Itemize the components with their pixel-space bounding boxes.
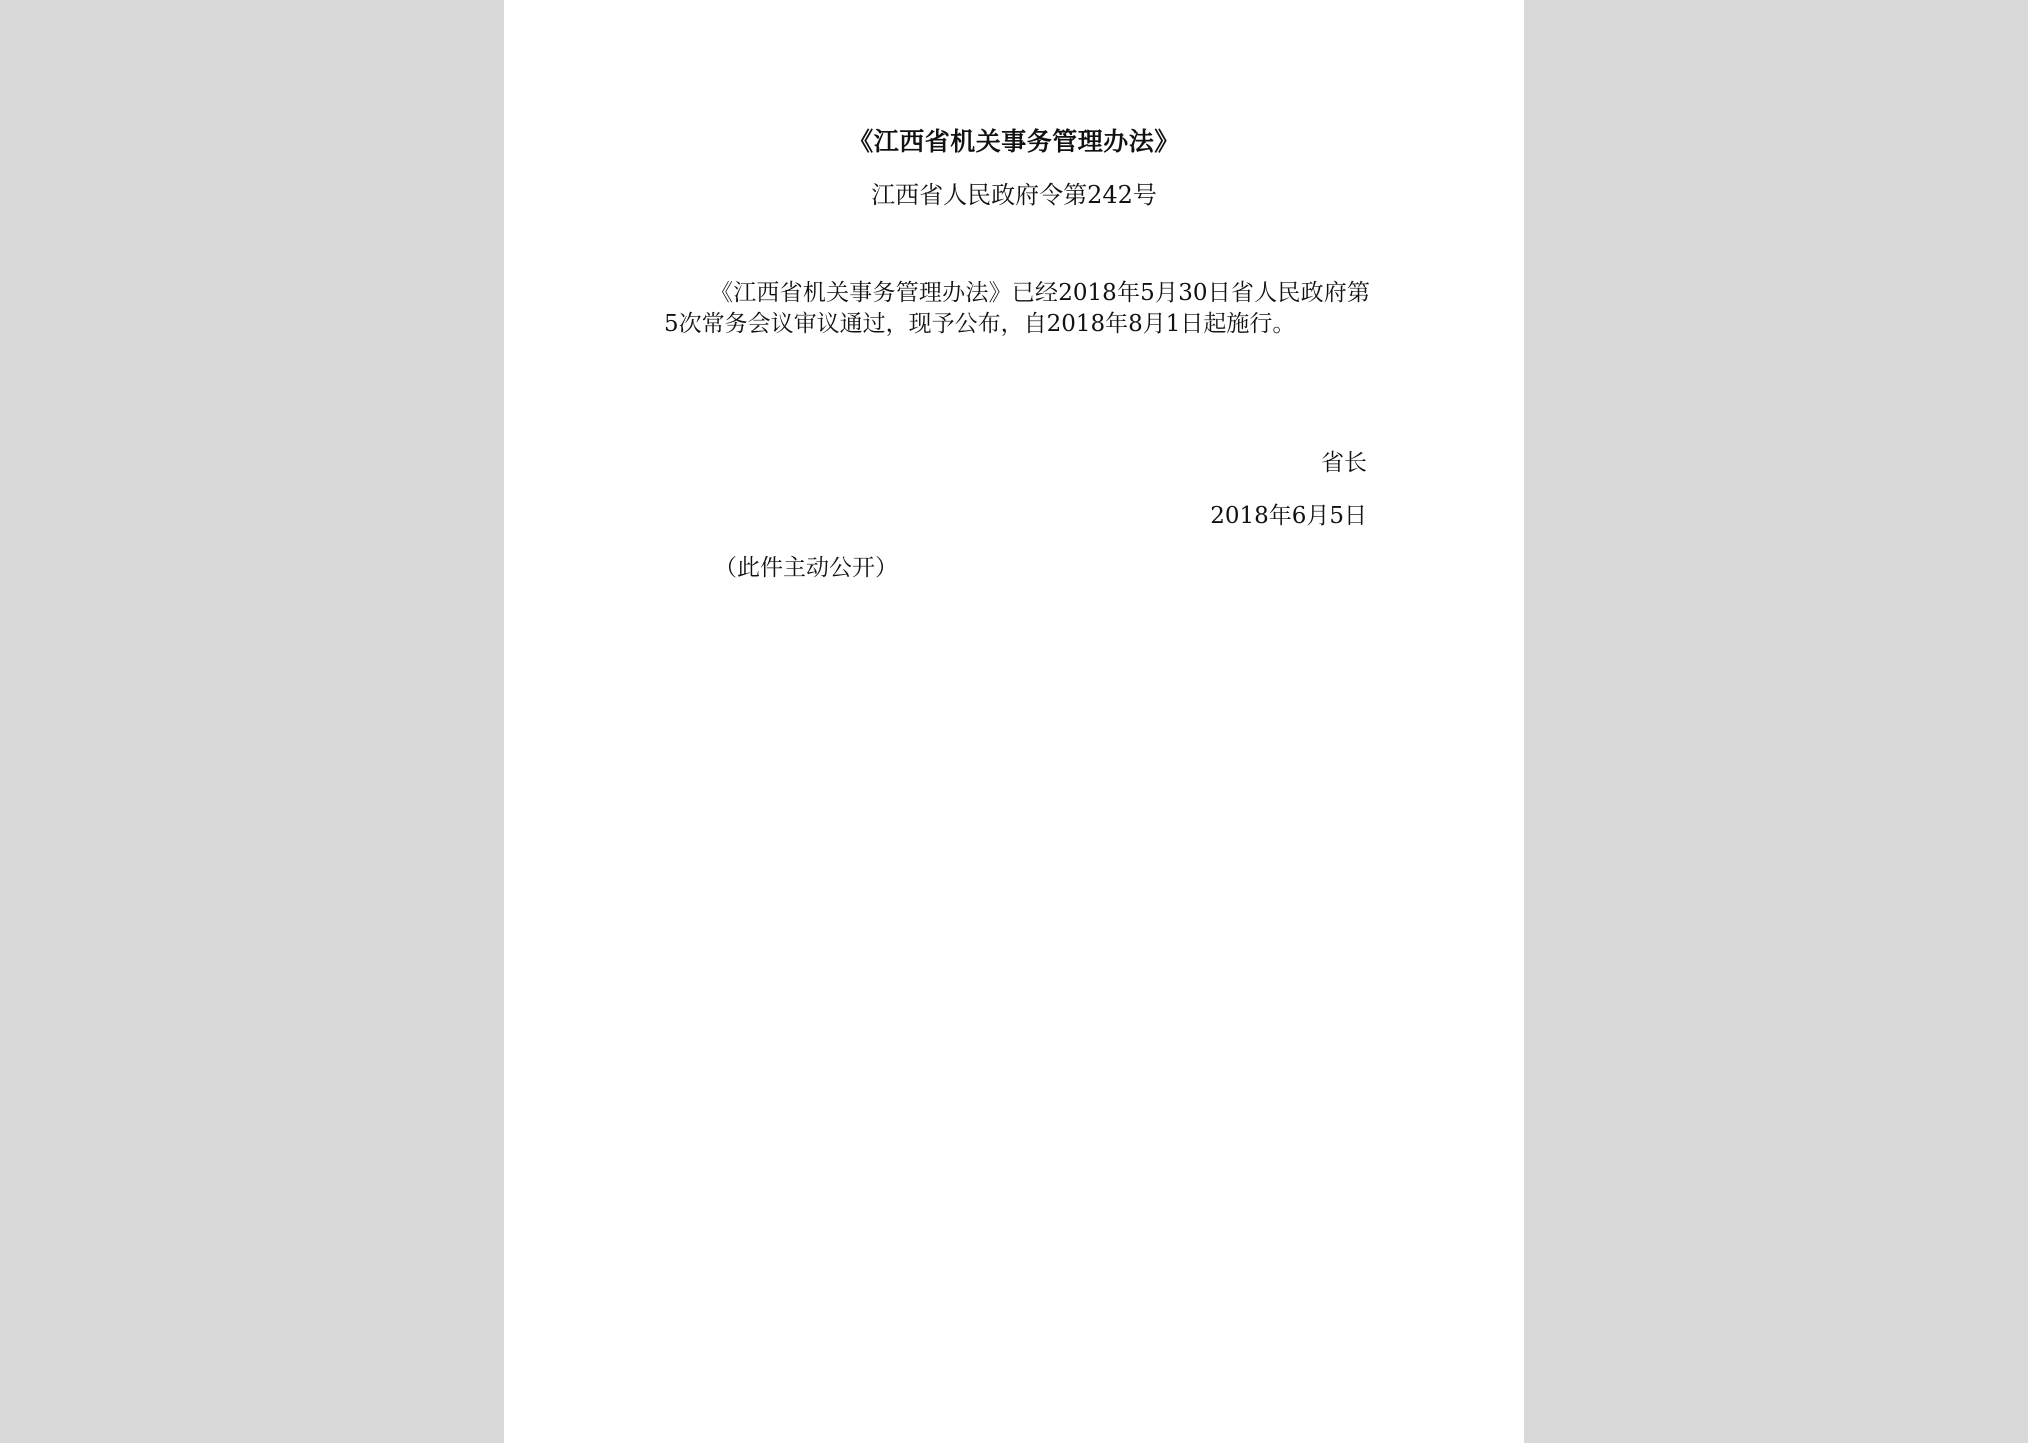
decree-number: 江西省人民政府令第242号 <box>871 181 1157 209</box>
document-title: 《江西省机关事务管理办法》 <box>848 127 1180 156</box>
document-page <box>504 0 1524 1443</box>
body-paragraph: 《江西省机关事务管理办法》已经2018年5月30日省人民政府第5次常务会议审议通过，现予公布，自2018年8月1日起施行。 <box>664 280 1370 337</box>
disclosure-note: （此件主动公开） <box>714 555 898 581</box>
signatory-title: 省长 <box>1321 450 1367 476</box>
signing-date: 2018年6月5日 <box>1210 503 1367 529</box>
